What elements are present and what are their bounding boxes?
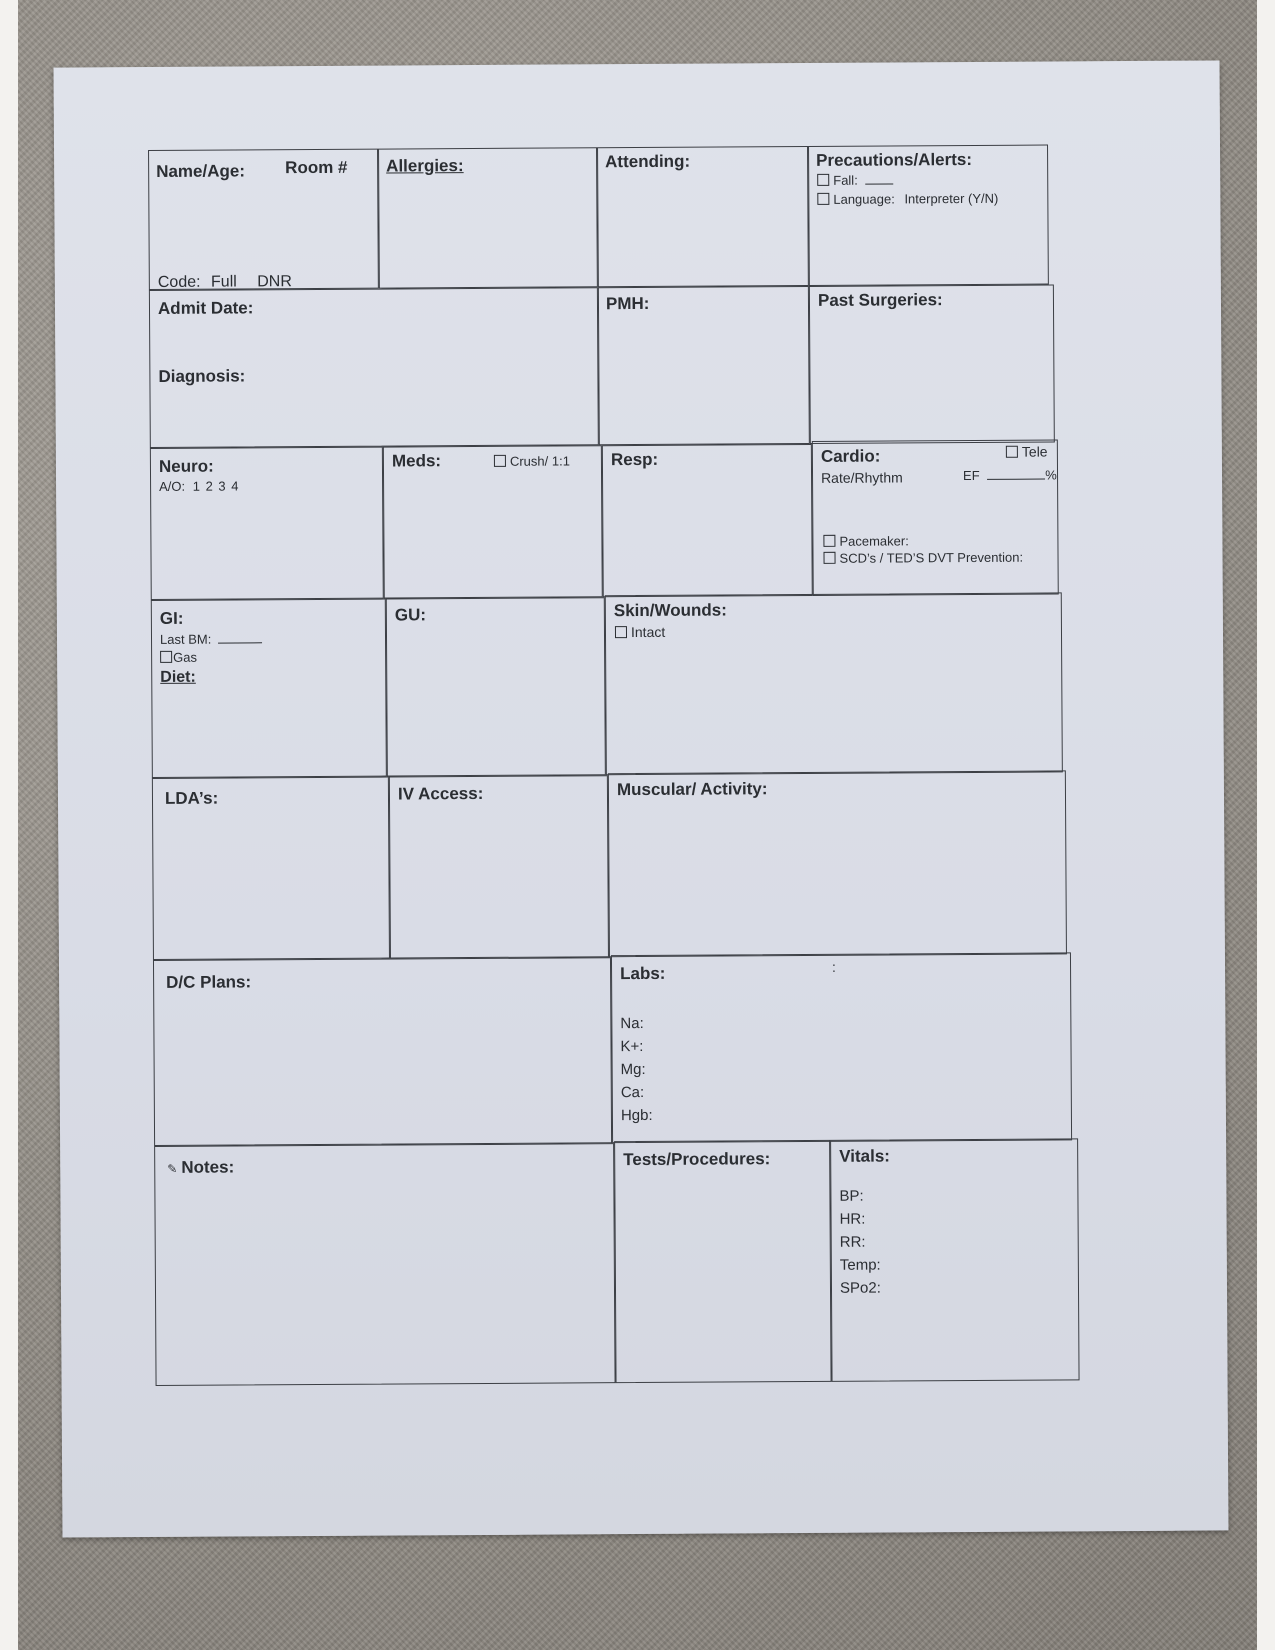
ef-label: EF <box>962 467 980 484</box>
admit-date-label: Admit Date: <box>157 298 254 318</box>
skin-wounds-label: Skin/Wounds: <box>613 600 727 621</box>
name-age-cell[interactable] <box>148 149 379 290</box>
labs-colon-mark: : <box>831 958 836 975</box>
attending-cell[interactable] <box>597 146 809 287</box>
resp-label: Resp: <box>610 449 659 470</box>
ldas-label: LDA’s: <box>164 788 219 808</box>
code-full-option[interactable]: Full <box>210 273 237 291</box>
gi-cell[interactable] <box>151 599 387 778</box>
iv-access-cell[interactable] <box>389 775 609 958</box>
gas-label: Gas <box>173 649 198 665</box>
gi-label: GI: <box>159 608 184 628</box>
muscular-activity-label: Muscular/ Activity: <box>616 779 768 800</box>
precautions-label: Precautions/Alerts: <box>816 149 973 170</box>
diet-label: Diet: <box>160 668 196 686</box>
scds-checkbox-row[interactable] <box>823 550 1023 566</box>
crush-label: Crush/ 1:1 <box>509 453 570 469</box>
fall-checkbox-row[interactable] <box>817 172 893 187</box>
code-dnr-option[interactable]: DNR <box>257 273 292 291</box>
language-label: Language: <box>833 191 895 207</box>
room-label: Room # <box>285 157 348 178</box>
meds-label: Meds: <box>391 451 442 471</box>
photo-right-edge <box>1257 0 1275 1650</box>
vitals-cell[interactable] <box>830 1138 1079 1382</box>
gas-checkbox-row[interactable] <box>160 650 197 665</box>
crush-checkbox[interactable] <box>494 455 506 467</box>
labs-label: Labs: <box>620 963 666 984</box>
pin-icon: ✎ <box>167 1161 178 1176</box>
ao-values[interactable]: 1 2 3 4 <box>192 478 240 494</box>
intact-checkbox-row[interactable] <box>615 624 665 640</box>
ao-label: A/O: <box>159 478 186 494</box>
name-age-label: Name/Age: <box>156 161 246 181</box>
last-bm-blank[interactable] <box>218 642 262 643</box>
cardio-label: Cardio: <box>820 446 881 466</box>
attending-label: Attending: <box>605 151 691 172</box>
skin-wounds-cell[interactable] <box>605 592 1063 775</box>
ef-percent: % <box>1045 467 1057 483</box>
lab-na-label: Na: <box>620 1014 644 1033</box>
pmh-cell[interactable] <box>598 286 810 445</box>
pacemaker-checkbox[interactable] <box>823 535 835 547</box>
lab-k-label: K+: <box>620 1037 644 1056</box>
tele-checkbox[interactable] <box>1006 446 1018 458</box>
vitals-label: Vitals: <box>839 1146 890 1166</box>
intact-checkbox[interactable] <box>615 626 627 638</box>
notes-cell[interactable] <box>154 1143 615 1386</box>
ef-row <box>963 467 1057 483</box>
intact-label: Intact <box>630 623 666 641</box>
pacemaker-checkbox-row[interactable] <box>823 533 908 549</box>
lab-ca-label: Ca: <box>620 1083 645 1102</box>
neuro-label: Neuro: <box>158 456 214 476</box>
allergies-cell[interactable] <box>378 147 598 288</box>
muscular-activity-cell[interactable] <box>608 770 1067 957</box>
precautions-cell[interactable] <box>808 145 1049 286</box>
fall-blank[interactable] <box>865 183 893 184</box>
resp-cell[interactable] <box>602 444 813 597</box>
pacemaker-label: Pacemaker: <box>839 533 909 549</box>
nursing-report-sheet <box>148 144 1111 1415</box>
fall-label: Fall: <box>833 172 858 188</box>
notes-label <box>167 1157 234 1177</box>
labs-list <box>620 1012 652 1127</box>
rate-rhythm-label: Rate/Rhythm <box>820 469 903 486</box>
crush-checkbox-row[interactable] <box>494 453 570 468</box>
tests-procedures-label: Tests/Procedures: <box>623 1149 771 1170</box>
admit-diagnosis-cell[interactable] <box>149 287 599 448</box>
allergies-label: Allergies: <box>386 156 464 176</box>
vital-bp-label: BP: <box>839 1187 864 1205</box>
dc-plans-cell[interactable] <box>153 957 612 1146</box>
gas-checkbox[interactable] <box>160 651 172 663</box>
tests-procedures-cell[interactable] <box>614 1140 831 1383</box>
interpreter-label: Interpreter (Y/N) <box>904 190 999 207</box>
ao-row <box>159 478 239 493</box>
pmh-label: PMH: <box>605 293 650 314</box>
language-checkbox[interactable] <box>817 193 829 205</box>
code-label: Code: <box>157 273 201 291</box>
tele-checkbox-row[interactable] <box>1006 444 1048 460</box>
photo-left-edge <box>0 0 18 1650</box>
vitals-list <box>839 1185 881 1300</box>
ldas-cell[interactable] <box>152 777 390 960</box>
paper-sheet <box>54 60 1229 1537</box>
dc-plans-label: D/C Plans: <box>166 972 252 992</box>
notes-label-text: Notes: <box>181 1157 235 1177</box>
iv-access-label: IV Access: <box>397 783 484 804</box>
vital-hr-label: HR: <box>839 1210 866 1228</box>
vital-temp-label: Temp: <box>839 1256 881 1274</box>
language-checkbox-row[interactable] <box>817 191 998 207</box>
gu-cell[interactable] <box>386 597 606 776</box>
scds-label: SCD’s / TED’S DVT Prevention: <box>839 549 1024 566</box>
cardio-cell[interactable] <box>812 439 1059 595</box>
last-bm-row <box>160 631 262 647</box>
vital-rr-label: RR: <box>839 1233 866 1251</box>
past-surgeries-label: Past Surgeries: <box>817 290 943 310</box>
gu-label: GU: <box>394 605 427 625</box>
vital-spo2-label: SPo2: <box>839 1279 881 1297</box>
lab-hgb-label: Hgb: <box>620 1106 653 1125</box>
neuro-cell[interactable] <box>150 447 384 600</box>
meds-cell[interactable] <box>383 445 603 598</box>
scds-checkbox[interactable] <box>823 552 835 564</box>
diagnosis-label: Diagnosis: <box>158 366 246 386</box>
lab-mg-label: Mg: <box>620 1060 646 1079</box>
past-surgeries-cell[interactable] <box>809 284 1055 443</box>
labs-cell[interactable] <box>611 952 1072 1143</box>
last-bm-label: Last BM: <box>159 631 212 647</box>
ef-blank[interactable] <box>987 479 1045 480</box>
tele-label: Tele <box>1021 443 1048 460</box>
fall-checkbox[interactable] <box>817 174 829 186</box>
